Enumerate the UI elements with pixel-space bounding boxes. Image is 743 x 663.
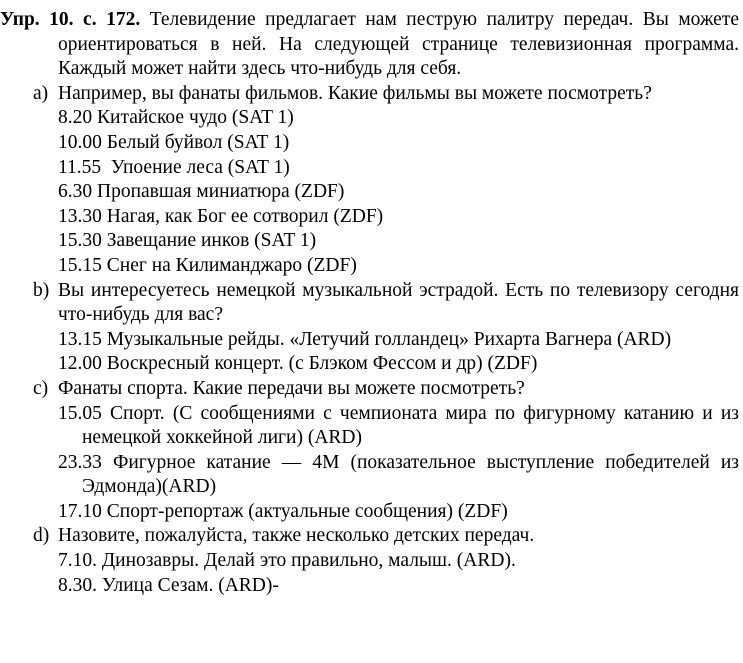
section-marker: b) <box>33 279 50 301</box>
question-text: Например, вы фанаты фильмов. Какие фильмы вы можете посмотреть? <box>58 82 652 104</box>
section-b <box>0 279 743 377</box>
section-marker: c) <box>33 377 49 399</box>
exercise-intro: Телевидение предлагает нам пеструю палитру передач. Вы можете ориентироваться в ней. На следующей странице телевизионная программа. Каждый может найти здесь что-нибудь для себя. <box>58 9 739 80</box>
section-question <box>0 279 743 328</box>
question-text: Вы интересуетесь немецкой музыкальной эстрадой. Есть по телевизору сегодня что-нибудь для вас? <box>58 279 739 326</box>
program-item: 8.20 Китайское чудо (SAT 1) <box>58 107 294 129</box>
program-item: 7.10. Динозавры. Делай это правильно, малыш. (ARD). <box>58 550 516 572</box>
program-item: 15.15 Снег на Килиманджаро (ZDF) <box>58 254 357 276</box>
program-item: 15.30 Завещание инков (SAT 1) <box>58 230 317 252</box>
program-list <box>0 328 743 377</box>
section-d <box>0 524 743 598</box>
program-item: 8.30. Улица Сезам. (ARD)- <box>58 574 279 596</box>
section-marker: a) <box>33 82 49 104</box>
exercise-paragraph <box>0 8 743 82</box>
program-item: 6.30 Пропавшая миниатюра (ZDF) <box>58 181 345 203</box>
section-c <box>0 377 743 525</box>
question-text: Фанаты спорта. Какие передачи вы можете посмотреть? <box>58 377 525 399</box>
program-item: 17.10 Спорт-репортаж (актуальные сообщения) (ZDF) <box>58 500 508 522</box>
section-marker: d) <box>33 525 50 547</box>
question-text: Назовите, пожалуйста, также несколько детских передач. <box>58 525 535 547</box>
program-list <box>0 549 743 598</box>
section-question <box>0 82 743 107</box>
program-item: 15.05 Спорт. (С сообщениями с чемпионата мира по фигурному катанию и из немецкой хоккейной лиги) (ARD) <box>58 402 739 449</box>
section-question <box>0 524 743 549</box>
program-item: 23.33 Фигурное катание — 4М (показательное выступление победителей из Эдмонда)(ARD) <box>58 451 739 498</box>
program-item: 13.30 Нагая, как Бог ее сотворил (ZDF) <box>58 205 384 227</box>
program-item: 12.00 Воскресный концерт. (с Блэком Фессом и др) (ZDF) <box>58 353 538 375</box>
program-list <box>0 106 743 278</box>
program-item: 13.15 Музыкальные рейды. «Летучий голландец» Рихарта Вагнера (ARD) <box>58 328 672 350</box>
exercise-heading: Упр. 10. с. 172. <box>0 9 141 30</box>
section-a <box>0 82 743 279</box>
program-item: 10.00 Белый буйвол (SAT 1) <box>58 131 290 153</box>
section-question <box>0 377 743 402</box>
cutoff-previous-line <box>0 0 743 8</box>
program-item: 11.55 Упоение леса (SAT 1) <box>58 156 290 178</box>
program-list <box>0 402 743 525</box>
